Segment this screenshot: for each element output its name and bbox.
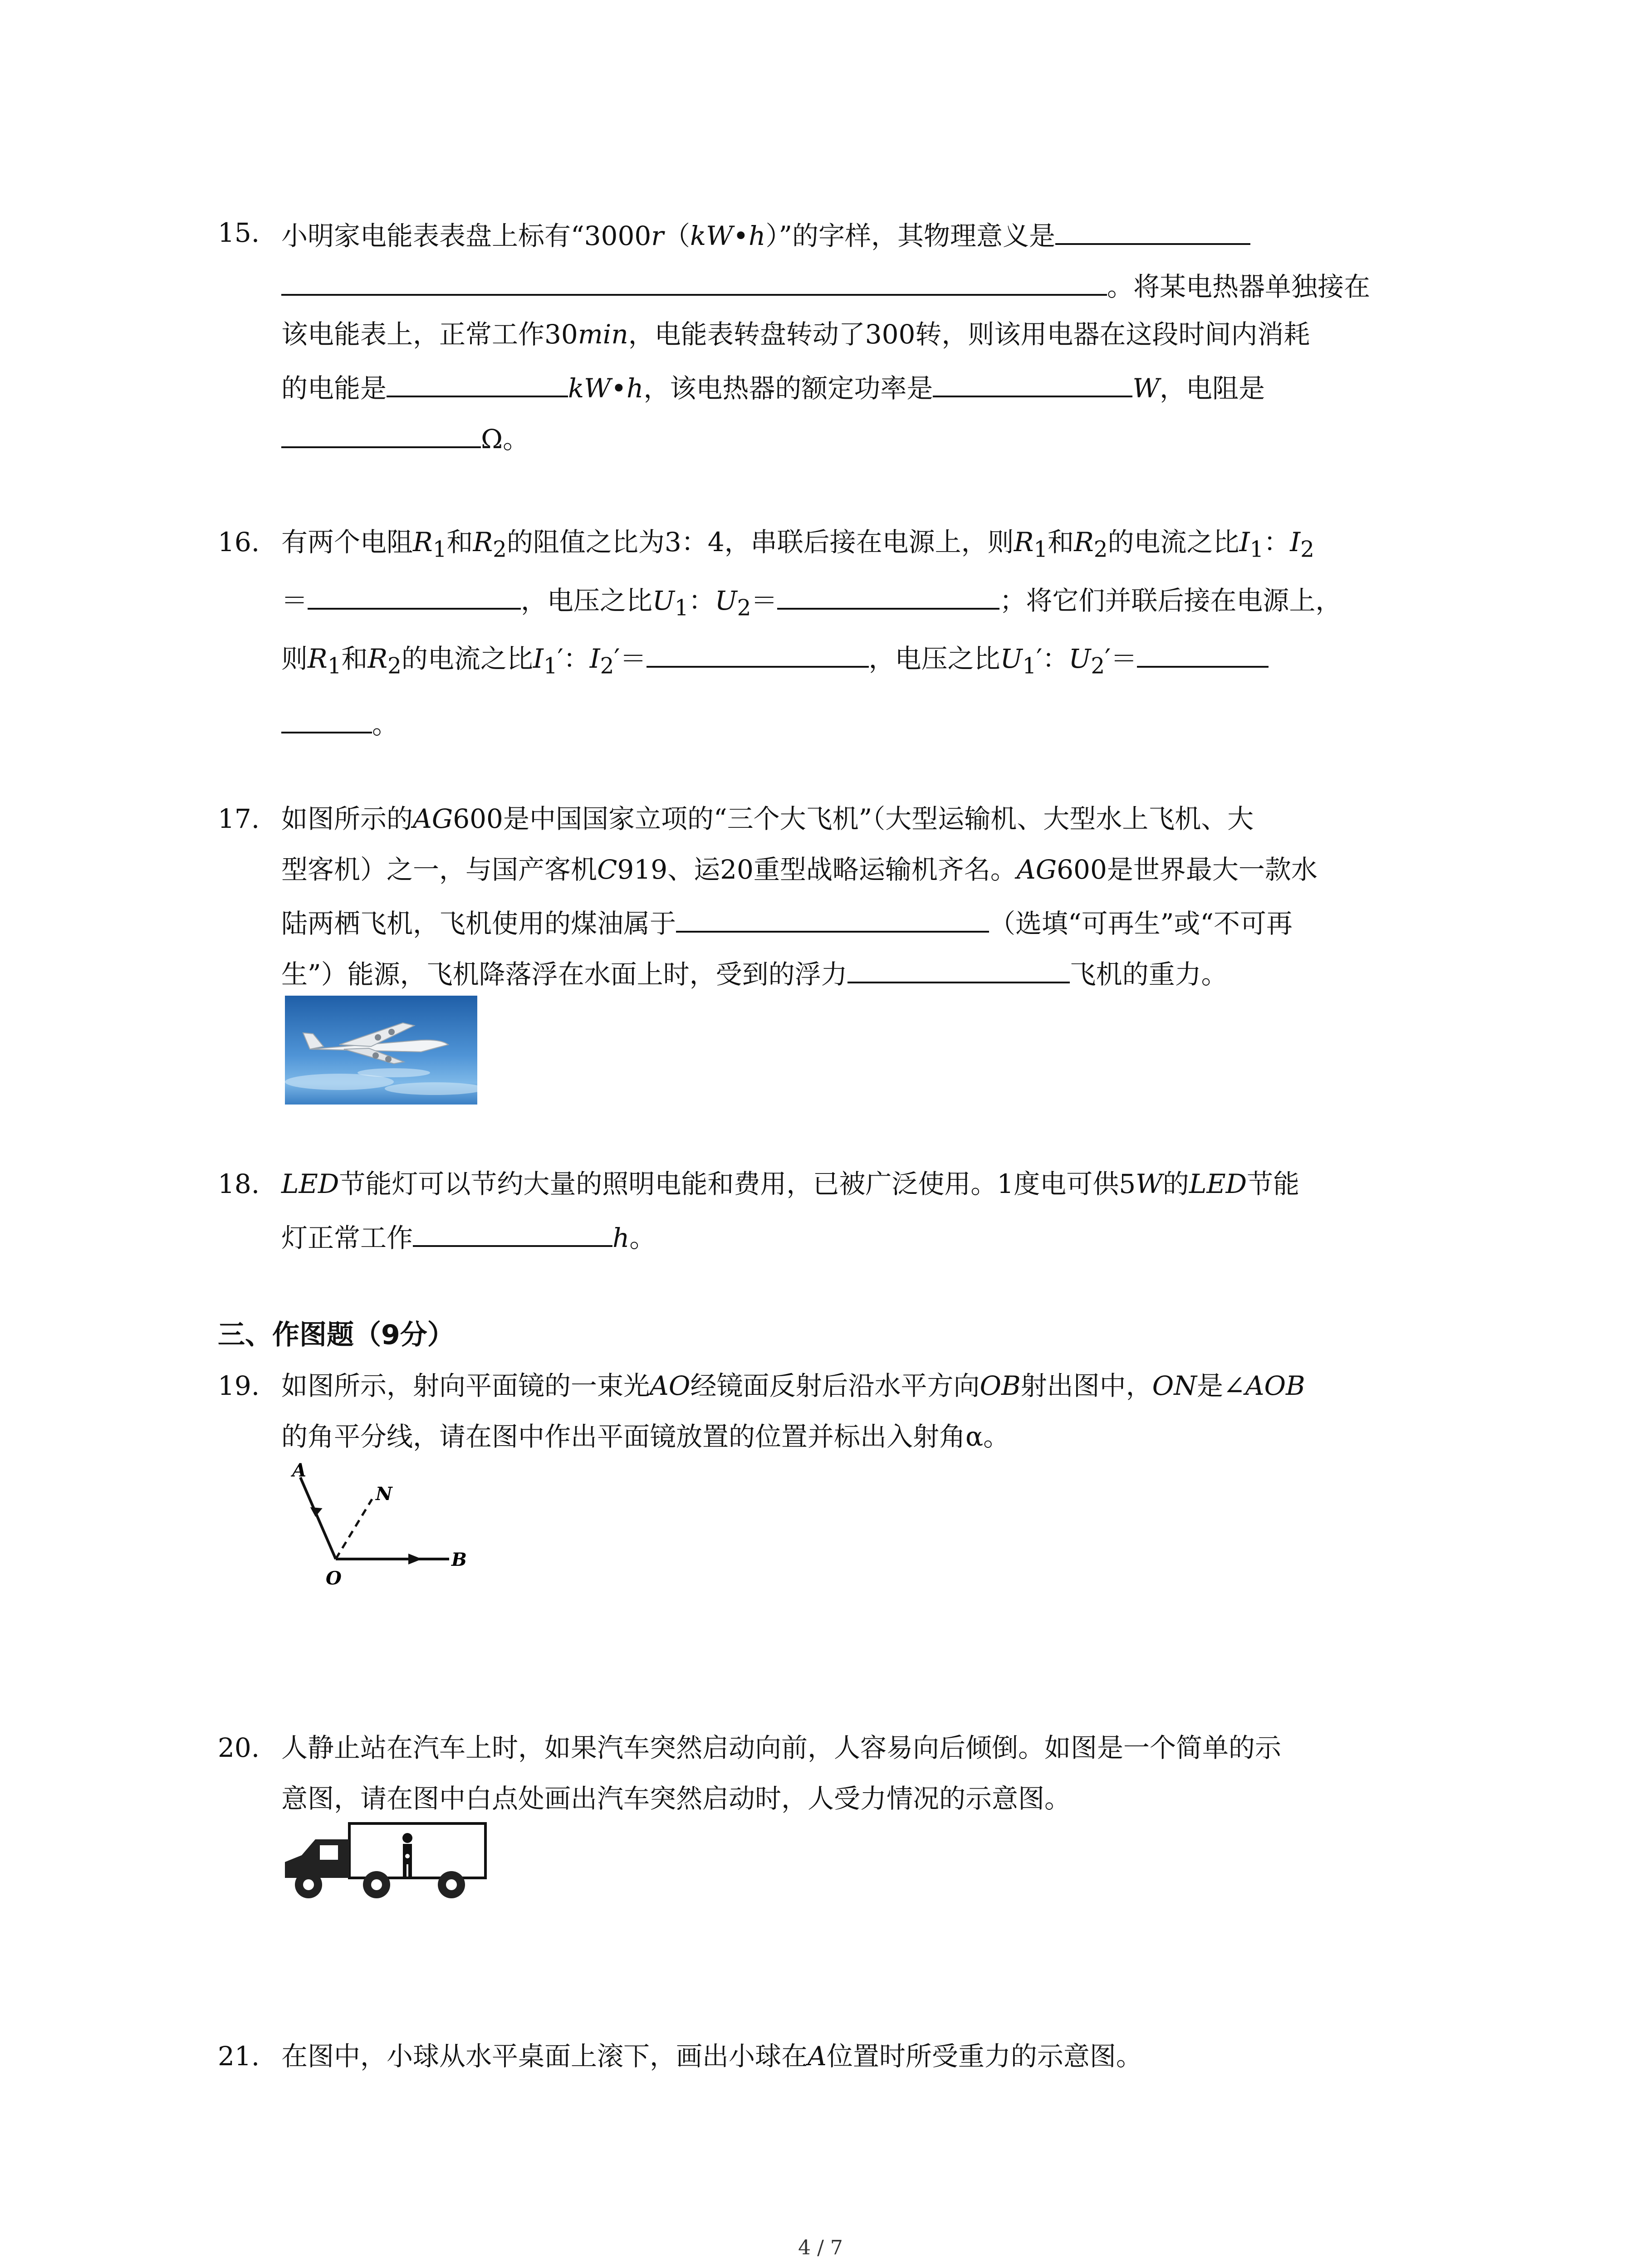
q19-line-2: 的角平分线，请在图中作出平面镜放置的位置并标出入射角α。: [281, 1421, 1010, 1452]
label-n: N: [376, 1483, 392, 1505]
question-number: 16.: [218, 527, 260, 557]
q20-line-2: 意图，请在图中白点处画出汽车突然启动时，人受力情况的示意图。: [281, 1783, 1071, 1814]
q16-line-2: ＝ ，电压之比$U_1$：$U_2=$ ；将它们并联后接在电源上，: [281, 582, 1342, 624]
truck-diagram: [281, 1819, 490, 1901]
q21-line-1: 在图中，小球从水平桌面上滚下，画出小球在A位置时所受重力的示意图。: [281, 2041, 1142, 2072]
answer-blank[interactable]: [387, 369, 568, 397]
answer-blank[interactable]: [676, 904, 989, 933]
page-number: 4 / 7: [798, 2236, 843, 2259]
q17-line-2: 型客机）之一，与国产客机C919、运20重型战略运输机齐名。AG600是世界最大一款水: [281, 854, 1318, 885]
q15-line-4: 的电能是 kW•h，该电热器的额定功率是 W，电阻是: [281, 369, 1265, 404]
section-heading: 三、作图题（9分）: [218, 1319, 455, 1351]
answer-blank[interactable]: [281, 420, 481, 448]
q17-line-1: 如图所示的AG600是中国国家立项的“三个大飞机”（大型运输机、大型水上飞机、大: [281, 803, 1254, 834]
normal-line: [336, 1499, 372, 1559]
truck-cargo-box: [349, 1823, 485, 1878]
answer-blank[interactable]: [1055, 217, 1250, 245]
answer-blank[interactable]: [281, 705, 372, 733]
q19-line-1: 如图所示，射向平面镜的一束光AO经镜面反射后沿水平方向OB射出图中，ON是∠AOB: [281, 1370, 1305, 1401]
label-a: A: [292, 1460, 307, 1481]
q18-line-1: LED节能灯可以节约大量的照明电能和费用，已被广泛使用。1度电可供5W的LED节能: [281, 1168, 1300, 1199]
q15-line-3: 该电能表上，正常工作30min，电能表转盘转动了300转，则该用电器在这段时间内消耗: [281, 319, 1310, 350]
answer-blank[interactable]: [1137, 640, 1269, 668]
q16-line-3: 则$R_1$和$R_2$的电流之比$I_1'$：$I_2'=$ ，电压之比$U_1'$：$U_2'=$: [281, 640, 1269, 682]
answer-blank[interactable]: [847, 955, 1070, 983]
question-number: 18.: [218, 1168, 260, 1199]
q15-line-1: 小明家电能表表盘上标有“3000r（kW•h）”的字样，其物理意义是: [281, 217, 1250, 252]
question-number: 17.: [218, 803, 260, 834]
answer-blank[interactable]: [281, 268, 1107, 296]
white-dot: [405, 1854, 410, 1858]
q17-line-3: 陆两栖飞机，飞机使用的煤油属于 （选填“可再生”或“不可再: [281, 904, 1293, 939]
q18-line-2: 灯正常工作 h。: [281, 1219, 656, 1254]
q15-line-5: Ω。: [281, 420, 529, 455]
label-o: O: [326, 1568, 342, 1589]
label-b: B: [451, 1549, 467, 1570]
q17-line-4: 生”）能源，飞机降落浮在水面上时，受到的浮力 飞机的重力。: [281, 955, 1228, 990]
answer-blank[interactable]: [777, 582, 999, 610]
q16-line-4: 。: [281, 705, 398, 740]
answer-blank[interactable]: [413, 1219, 612, 1247]
q20-line-1: 人静止站在汽车上时，如果汽车突然启动向前，人容易向后倾倒。如图是一个简单的示: [281, 1732, 1282, 1763]
arrow-icon: [408, 1554, 422, 1564]
reflection-diagram: [272, 1458, 472, 1594]
ag600-airplane-image: [285, 996, 477, 1105]
arrow-icon: [308, 1504, 322, 1518]
answer-blank[interactable]: [308, 582, 521, 610]
answer-blank[interactable]: [647, 640, 869, 668]
question-number: 15.: [218, 217, 260, 248]
incident-ray: [300, 1477, 336, 1559]
question-number: 21.: [218, 2041, 260, 2072]
truck-cab: [285, 1839, 349, 1878]
question-number: 20.: [218, 1732, 260, 1763]
answer-blank[interactable]: [933, 369, 1132, 397]
q16-line-1: 有两个电阻$R_1$和$R_2$的阻值之比为3：4，串联后接在电源上，则$R_1$和$R_2$的电流之比$I_1$：$I_2$: [281, 527, 1314, 562]
q15-line-2: 。将某电热器单独接在: [281, 268, 1370, 303]
question-number: 19.: [218, 1370, 260, 1401]
